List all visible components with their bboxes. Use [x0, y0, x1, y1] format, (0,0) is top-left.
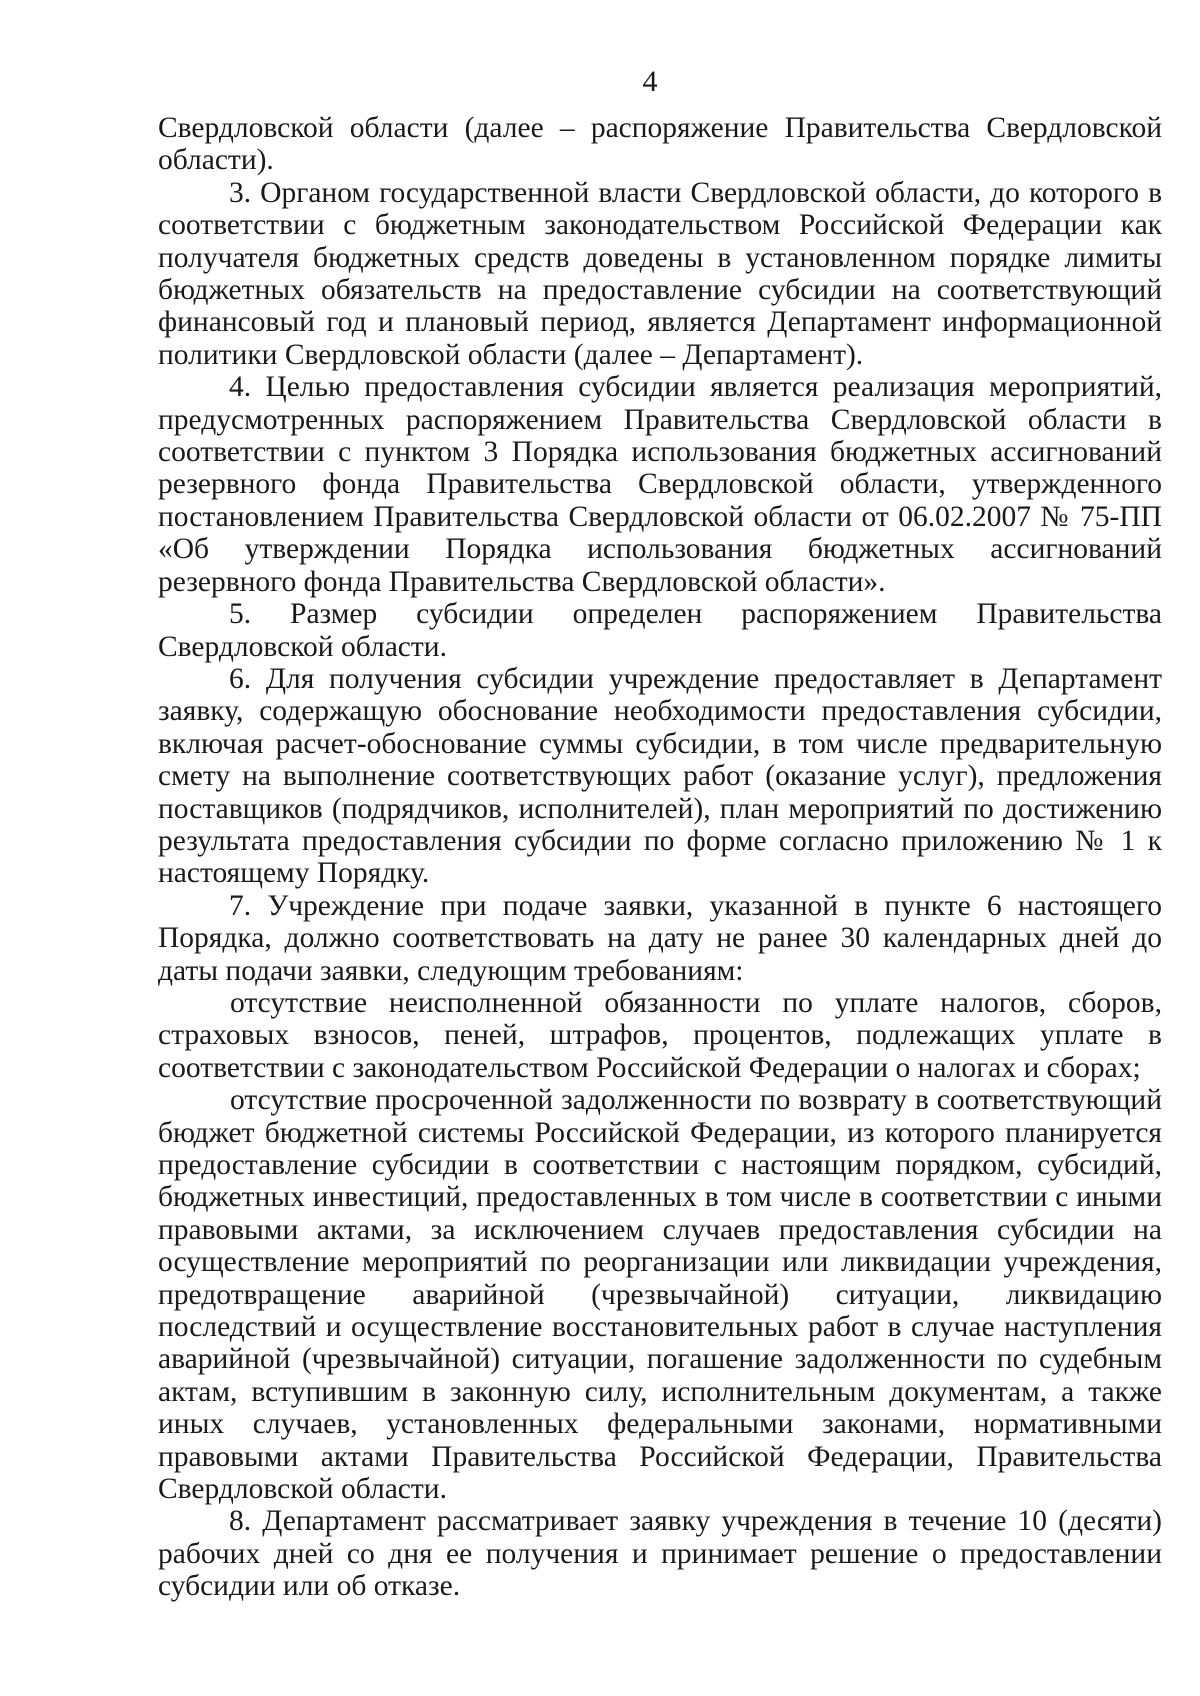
document-body: [158, 112, 1162, 1603]
paragraph-item-8: 8. Департамент рассматривает заявку учреждения в течение 10 (десяти) рабочих дней со дня ее получения и принимает решение о предоставлении субсидии или об отказе.: [158, 1505, 1162, 1603]
paragraph-item-4: 4. Целью предоставления субсидии является реализация мероприятий, предусмотренных распоряжением Правительства Свердловской области в соответствии с пунктом 3 Порядка использования бюджетных ассигнований резервного фонда Правительства Свердловской области, утвержденного постановлением Правительства Свердловской области от 06.02.2007 № 75-ПП «Об утверждении Порядка использования бюджетных ассигнований резервного фонда Правительства Свердловской области».: [158, 371, 1162, 598]
paragraph-item-7: 7. Учреждение при подаче заявки, указанной в пункте 6 настоящего Порядка, должно соответствовать на дату не ранее 30 календарных дней до даты подачи заявки, следующим требованиям:: [158, 889, 1162, 987]
paragraph-continuation: Свердловской области (далее – распоряжение Правительства Свердловской области).: [158, 112, 1162, 177]
paragraph-item-6: 6. Для получения субсидии учреждение предоставляет в Департамент заявку, содержащую обоснование необходимости предоставления субсидии, включая расчет-обоснование суммы субсидии, в том числе предварительную смету на выполнение соответствующих работ (оказание услуг), предложения поставщиков (подрядчиков, исполнителей), план мероприятий по достижению результата предоставления субсидии по форме согласно приложению № 1 к настоящему Порядку.: [158, 662, 1162, 890]
page-number: 4: [642, 65, 658, 98]
paragraph-item-3: 3. Органом государственной власти Свердловской области, до которого в соответствии с бюджетным законодательством Российской Федерации как получателя бюджетных средств доведены в установленном порядке лимиты бюджетных обязательств на предоставление субсидии на соответствующий финансовый год и плановый период, является Департамент информационной политики Свердловской области (далее – Департамент).: [158, 176, 1162, 371]
paragraph-requirement-taxes: отсутствие неисполненной обязанности по уплате налогов, сборов, страховых взносов, пеней, штрафов, процентов, подлежащих уплате в соответствии с законодательством Российской Федерации о налогах и сборах;: [158, 986, 1162, 1084]
paragraph-requirement-debt: отсутствие просроченной задолженности по возврату в соответствующий бюджет бюджетной системы Российской Федерации, из которого планируется предоставление субсидии в соответствии с настоящим порядком, субсидий, бюджетных инвестиций, предоставленных в том числе в соответствии с иными правовыми актами, за исключением случаев предоставления субсидии на осуществление мероприятий по реорганизации или ликвидации учреждения, предотвращение аварийной (чрезвычайной) ситуации, ликвидацию последствий и осуществление восстановительных работ в случае наступления аварийной (чрезвычайной) ситуации, погашение задолженности по судебным актам, вступившим в законную силу, исполнительным документам, а также иных случаев, установленных федеральными законами, нормативными правовыми актами Правительства Российской Федерации, Правительства Свердловской области.: [158, 1084, 1162, 1506]
paragraph-item-5: 5. Размер субсидии определен распоряжением Правительства Свердловской области.: [158, 598, 1162, 663]
